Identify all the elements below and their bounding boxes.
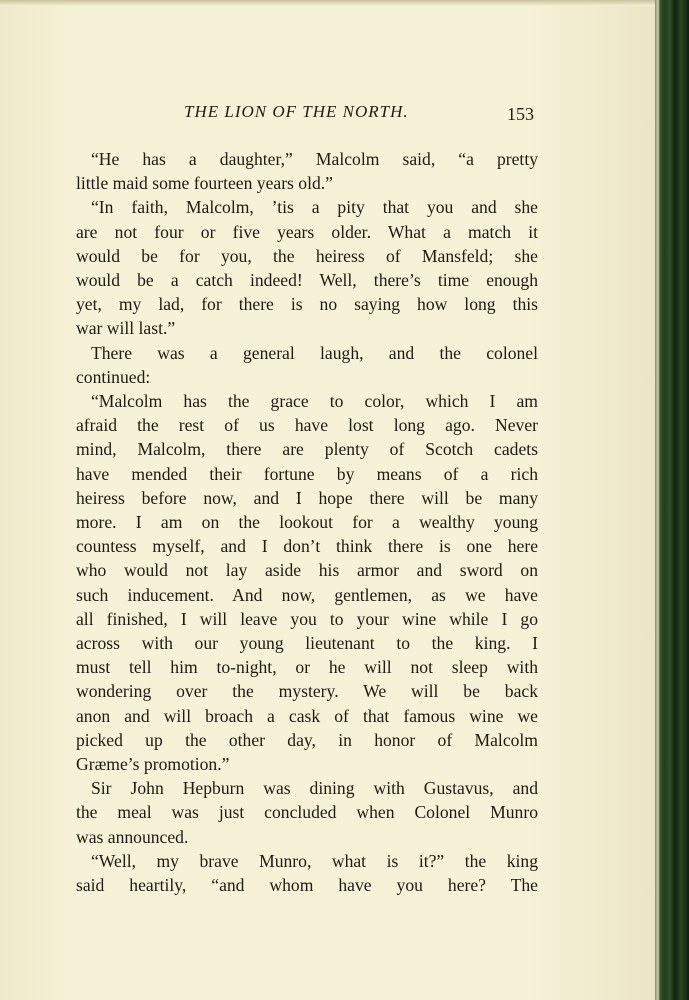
text-line: are not four or five years older. What a match it: [76, 221, 538, 242]
body-text: [76, 147, 538, 897]
text-line: would be a catch indeed! Well, there’s time enough: [76, 270, 538, 291]
text-line: “In faith, Malcolm, ’tis a pity that you and she: [91, 197, 538, 218]
text-line: must tell him to-night, or he will not sleep with: [76, 657, 538, 678]
text-line: all finished, I will leave you to your wine while I go: [76, 608, 538, 629]
text-line: heiress before now, and I hope there will be many: [76, 487, 538, 508]
text-line: Græme’s promotion.”: [76, 754, 230, 775]
text-line: war will last.”: [76, 318, 176, 339]
text-line: countess myself, and I don’t think there is one here: [76, 536, 538, 557]
text-line: was announced.: [76, 826, 189, 847]
text-line: anon and will broach a cask of that famous wine we: [76, 705, 538, 726]
text-line: wondering over the mystery. We will be back: [76, 681, 538, 702]
text-line: picked up the other day, in honor of Malcolm: [76, 729, 538, 750]
text-line: would be for you, the heiress of Mansfeld; she: [76, 245, 538, 266]
text-line: said heartily, “and whom have you here? The: [76, 875, 538, 896]
text-line: more. I am on the lookout for a wealthy young: [76, 512, 538, 533]
text-line: continued:: [76, 366, 151, 387]
page-number: 153: [507, 104, 534, 124]
page-top-edge: [0, 0, 655, 6]
text-line: such inducement. And now, gentlemen, as we have: [76, 584, 538, 605]
book-binding-edge: [655, 0, 689, 1000]
text-line: “Malcolm has the grace to color, which I am: [91, 391, 538, 412]
text-line: Sir John Hepburn was dining with Gustavus, and: [91, 778, 538, 799]
running-head: [0, 102, 655, 130]
text-line: across with our young lieutenant to the king. I: [76, 633, 538, 654]
text-line: little maid some fourteen years old.”: [76, 173, 333, 194]
text-line: mind, Malcolm, there are plenty of Scotch cadets: [76, 439, 538, 460]
text-line: “Well, my brave Munro, what is it?” the king: [91, 850, 538, 871]
text-line: yet, my lad, for there is no saying how long this: [76, 294, 538, 315]
text-line: have mended their fortune by means of a rich: [76, 463, 538, 484]
text-line: afraid the rest of us have lost long ago. Never: [76, 415, 538, 436]
text-line: “He has a daughter,” Malcolm said, “a pretty: [91, 149, 538, 169]
running-head-title: THE LION OF THE NORTH.: [184, 102, 409, 121]
text-line: who would not lay aside his armor and sword on: [76, 560, 538, 581]
text-line: There was a general laugh, and the colonel: [91, 342, 538, 363]
text-line: the meal was just concluded when Colonel Munro: [76, 802, 538, 823]
